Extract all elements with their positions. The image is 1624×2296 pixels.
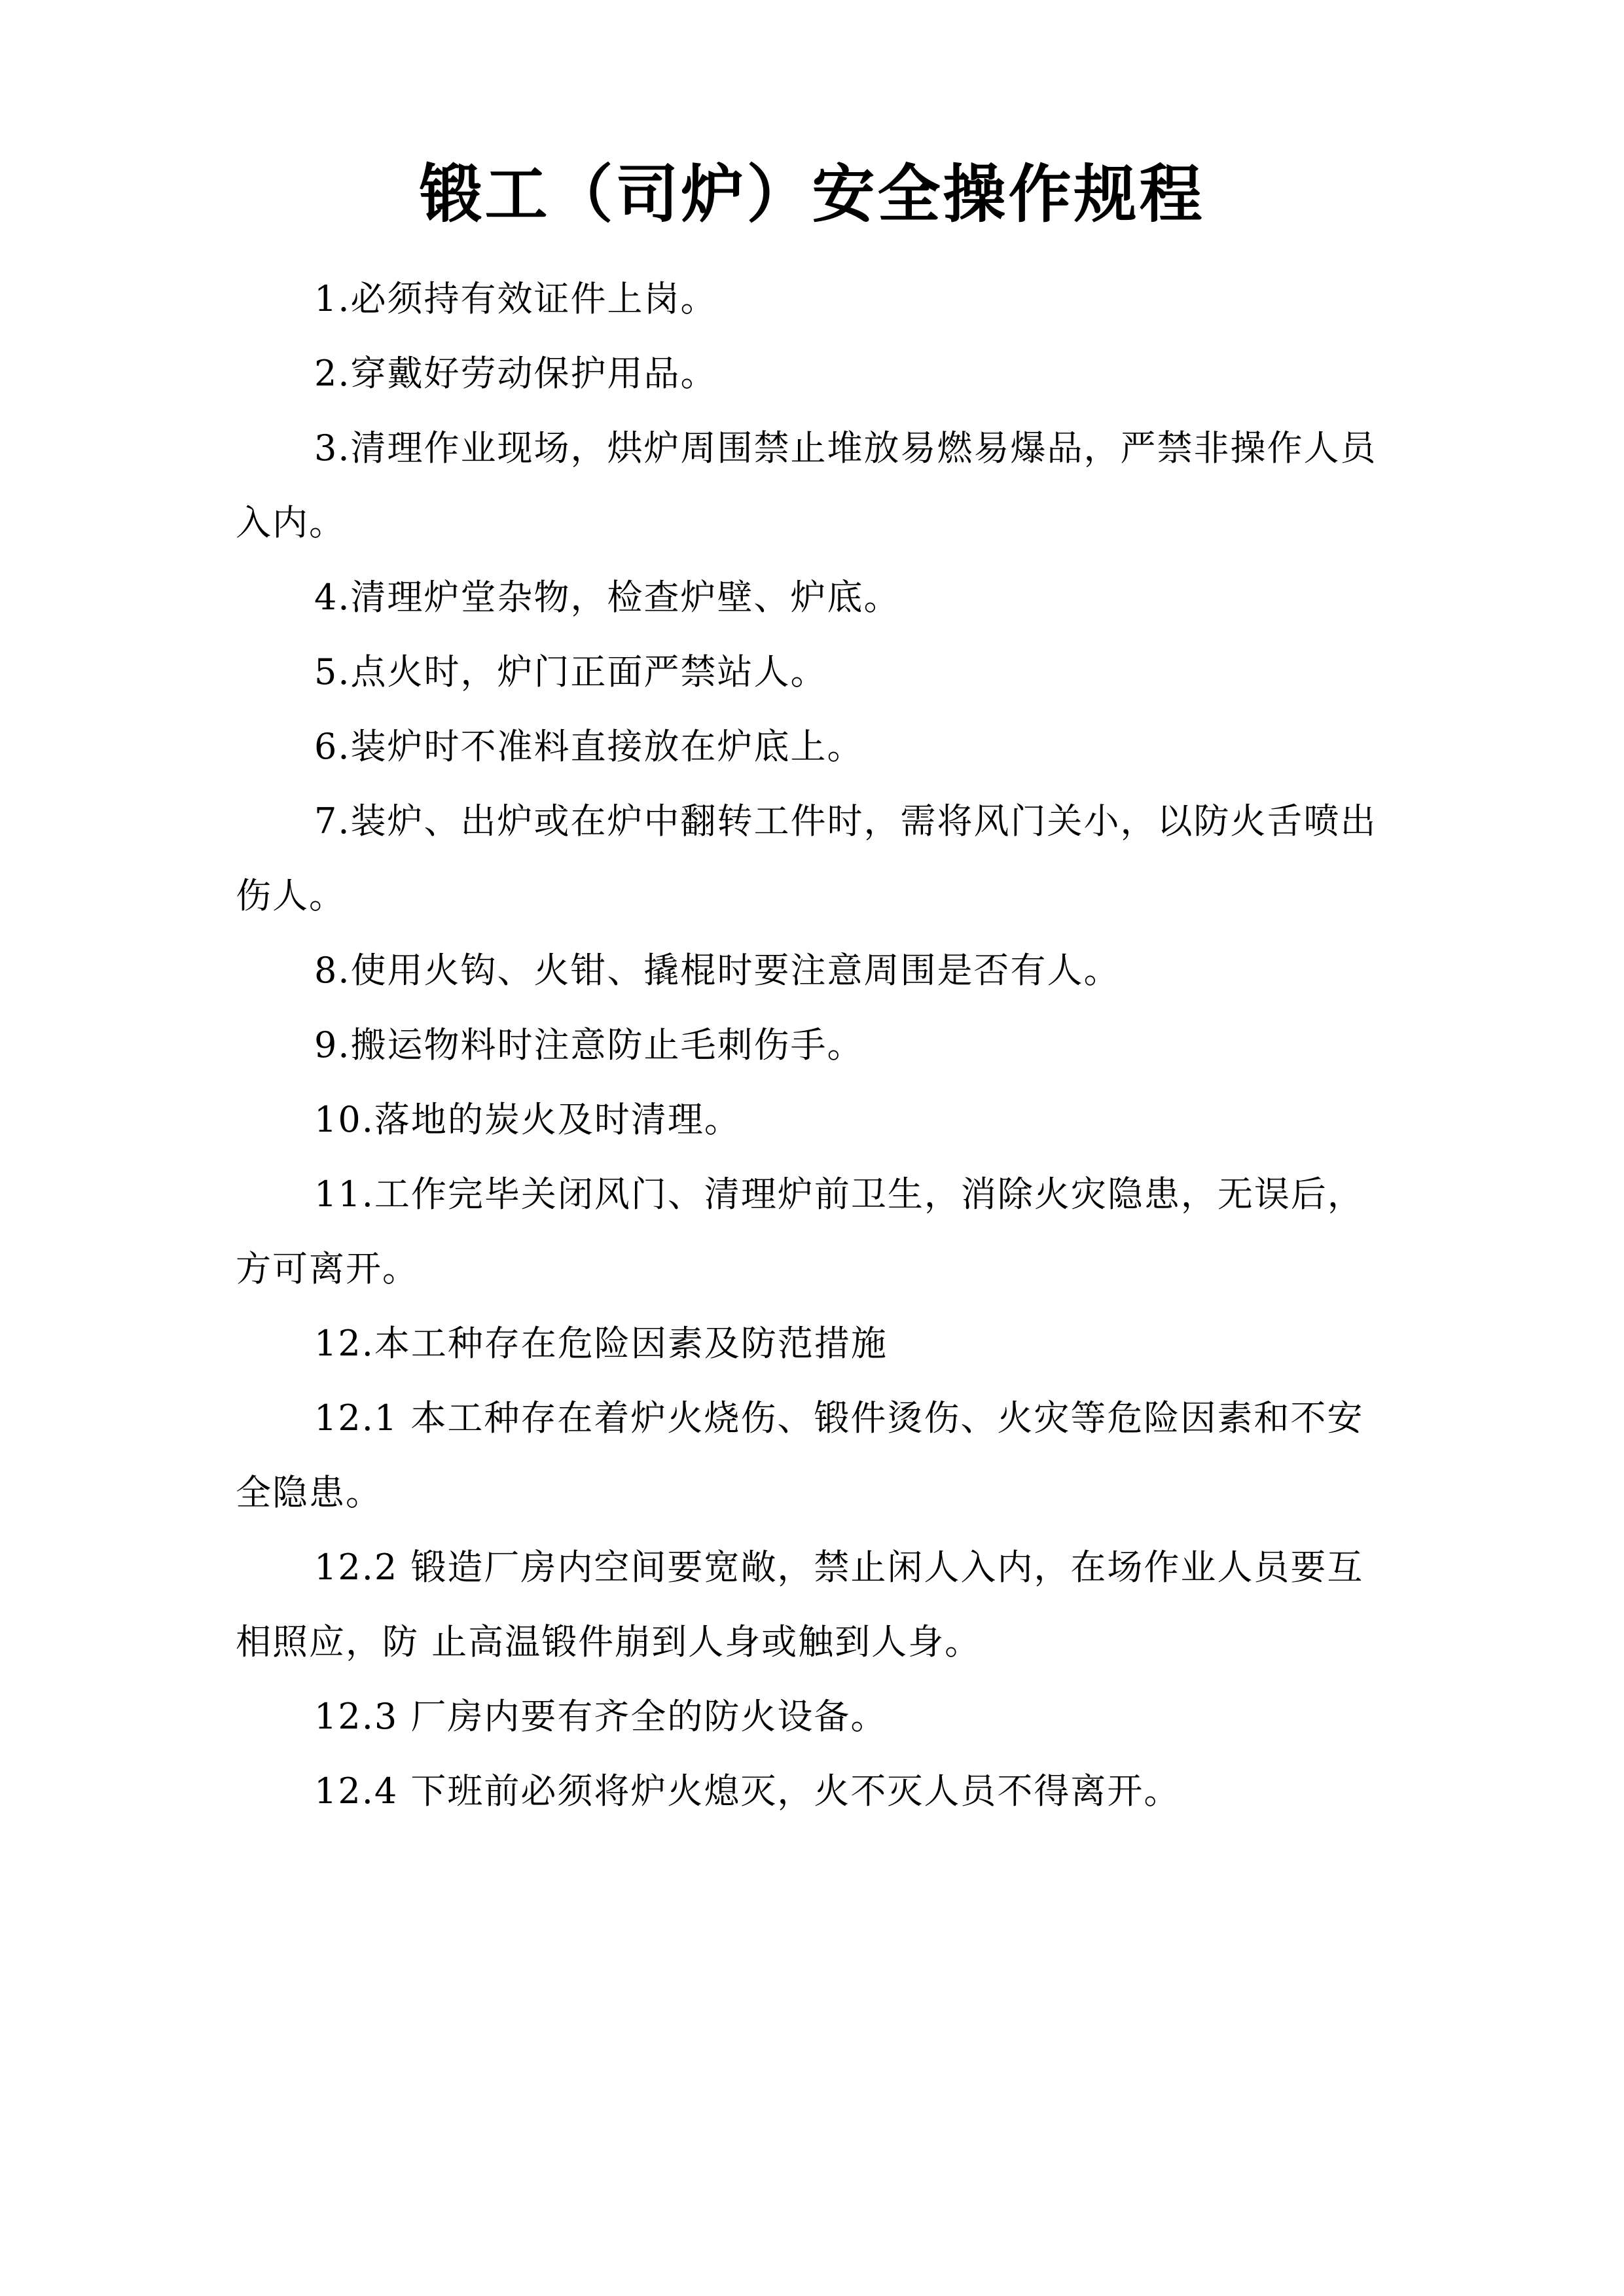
rule-paragraph-8: 8.使用火钩、火钳、撬棍时要注意周围是否有人。	[314, 950, 1121, 991]
rule-paragraph-1: 1.必须持有效证件上岗。	[314, 278, 717, 319]
rule-paragraph-12-4: 12.4 下班前必须将炉火熄灭，火不灭人员不得离开。	[314, 1770, 1181, 1812]
rule-paragraph-9: 9.搬运物料时注意防止毛刺伤手。	[314, 1024, 864, 1066]
rule-paragraph-5: 5.点火时，炉门正面严禁站人。	[314, 651, 827, 692]
rule-paragraph-12-2: 12.2 锻造厂房内空间要宽敞，禁止闲人入内，在场作业人员要互相照应，防 止高温锻件崩到人身或触到人身。	[236, 1547, 1364, 1662]
rule-paragraph-12: 12.本工种存在危险因素及防范措施	[314, 1323, 888, 1364]
rule-paragraph-7: 7.装炉、出炉或在炉中翻转工件时，需将风门关小，以防火舌喷出伤人。	[236, 800, 1377, 916]
rule-paragraph-2: 2.穿戴好劳动保护用品。	[314, 353, 717, 394]
rule-paragraph-10: 10.落地的炭火及时清理。	[314, 1099, 741, 1140]
rule-paragraph-12-3: 12.3 厂房内要有齐全的防火设备。	[314, 1696, 888, 1737]
document-title: 锻工（司炉）安全操作规程	[419, 157, 1205, 231]
document-body	[236, 262, 1378, 1829]
rule-paragraph-4: 4.清理炉堂杂物，检查炉壁、炉底。	[314, 577, 901, 618]
rule-paragraph-6: 6.装炉时不准料直接放在炉底上。	[314, 726, 864, 767]
rule-paragraph-12-1: 12.1 本工种存在着炉火烧伤、锻件烫伤、火灾等危险因素和不安全隐患。	[236, 1397, 1364, 1513]
rule-paragraph-11: 11.工作完毕关闭风门、清理炉前卫生，消除火灾隐患，无误后，方可离开。	[236, 1174, 1364, 1289]
rule-paragraph-3: 3.清理作业现场，烘炉周围禁止堆放易燃易爆品，严禁非操作人员入内。	[236, 427, 1377, 543]
